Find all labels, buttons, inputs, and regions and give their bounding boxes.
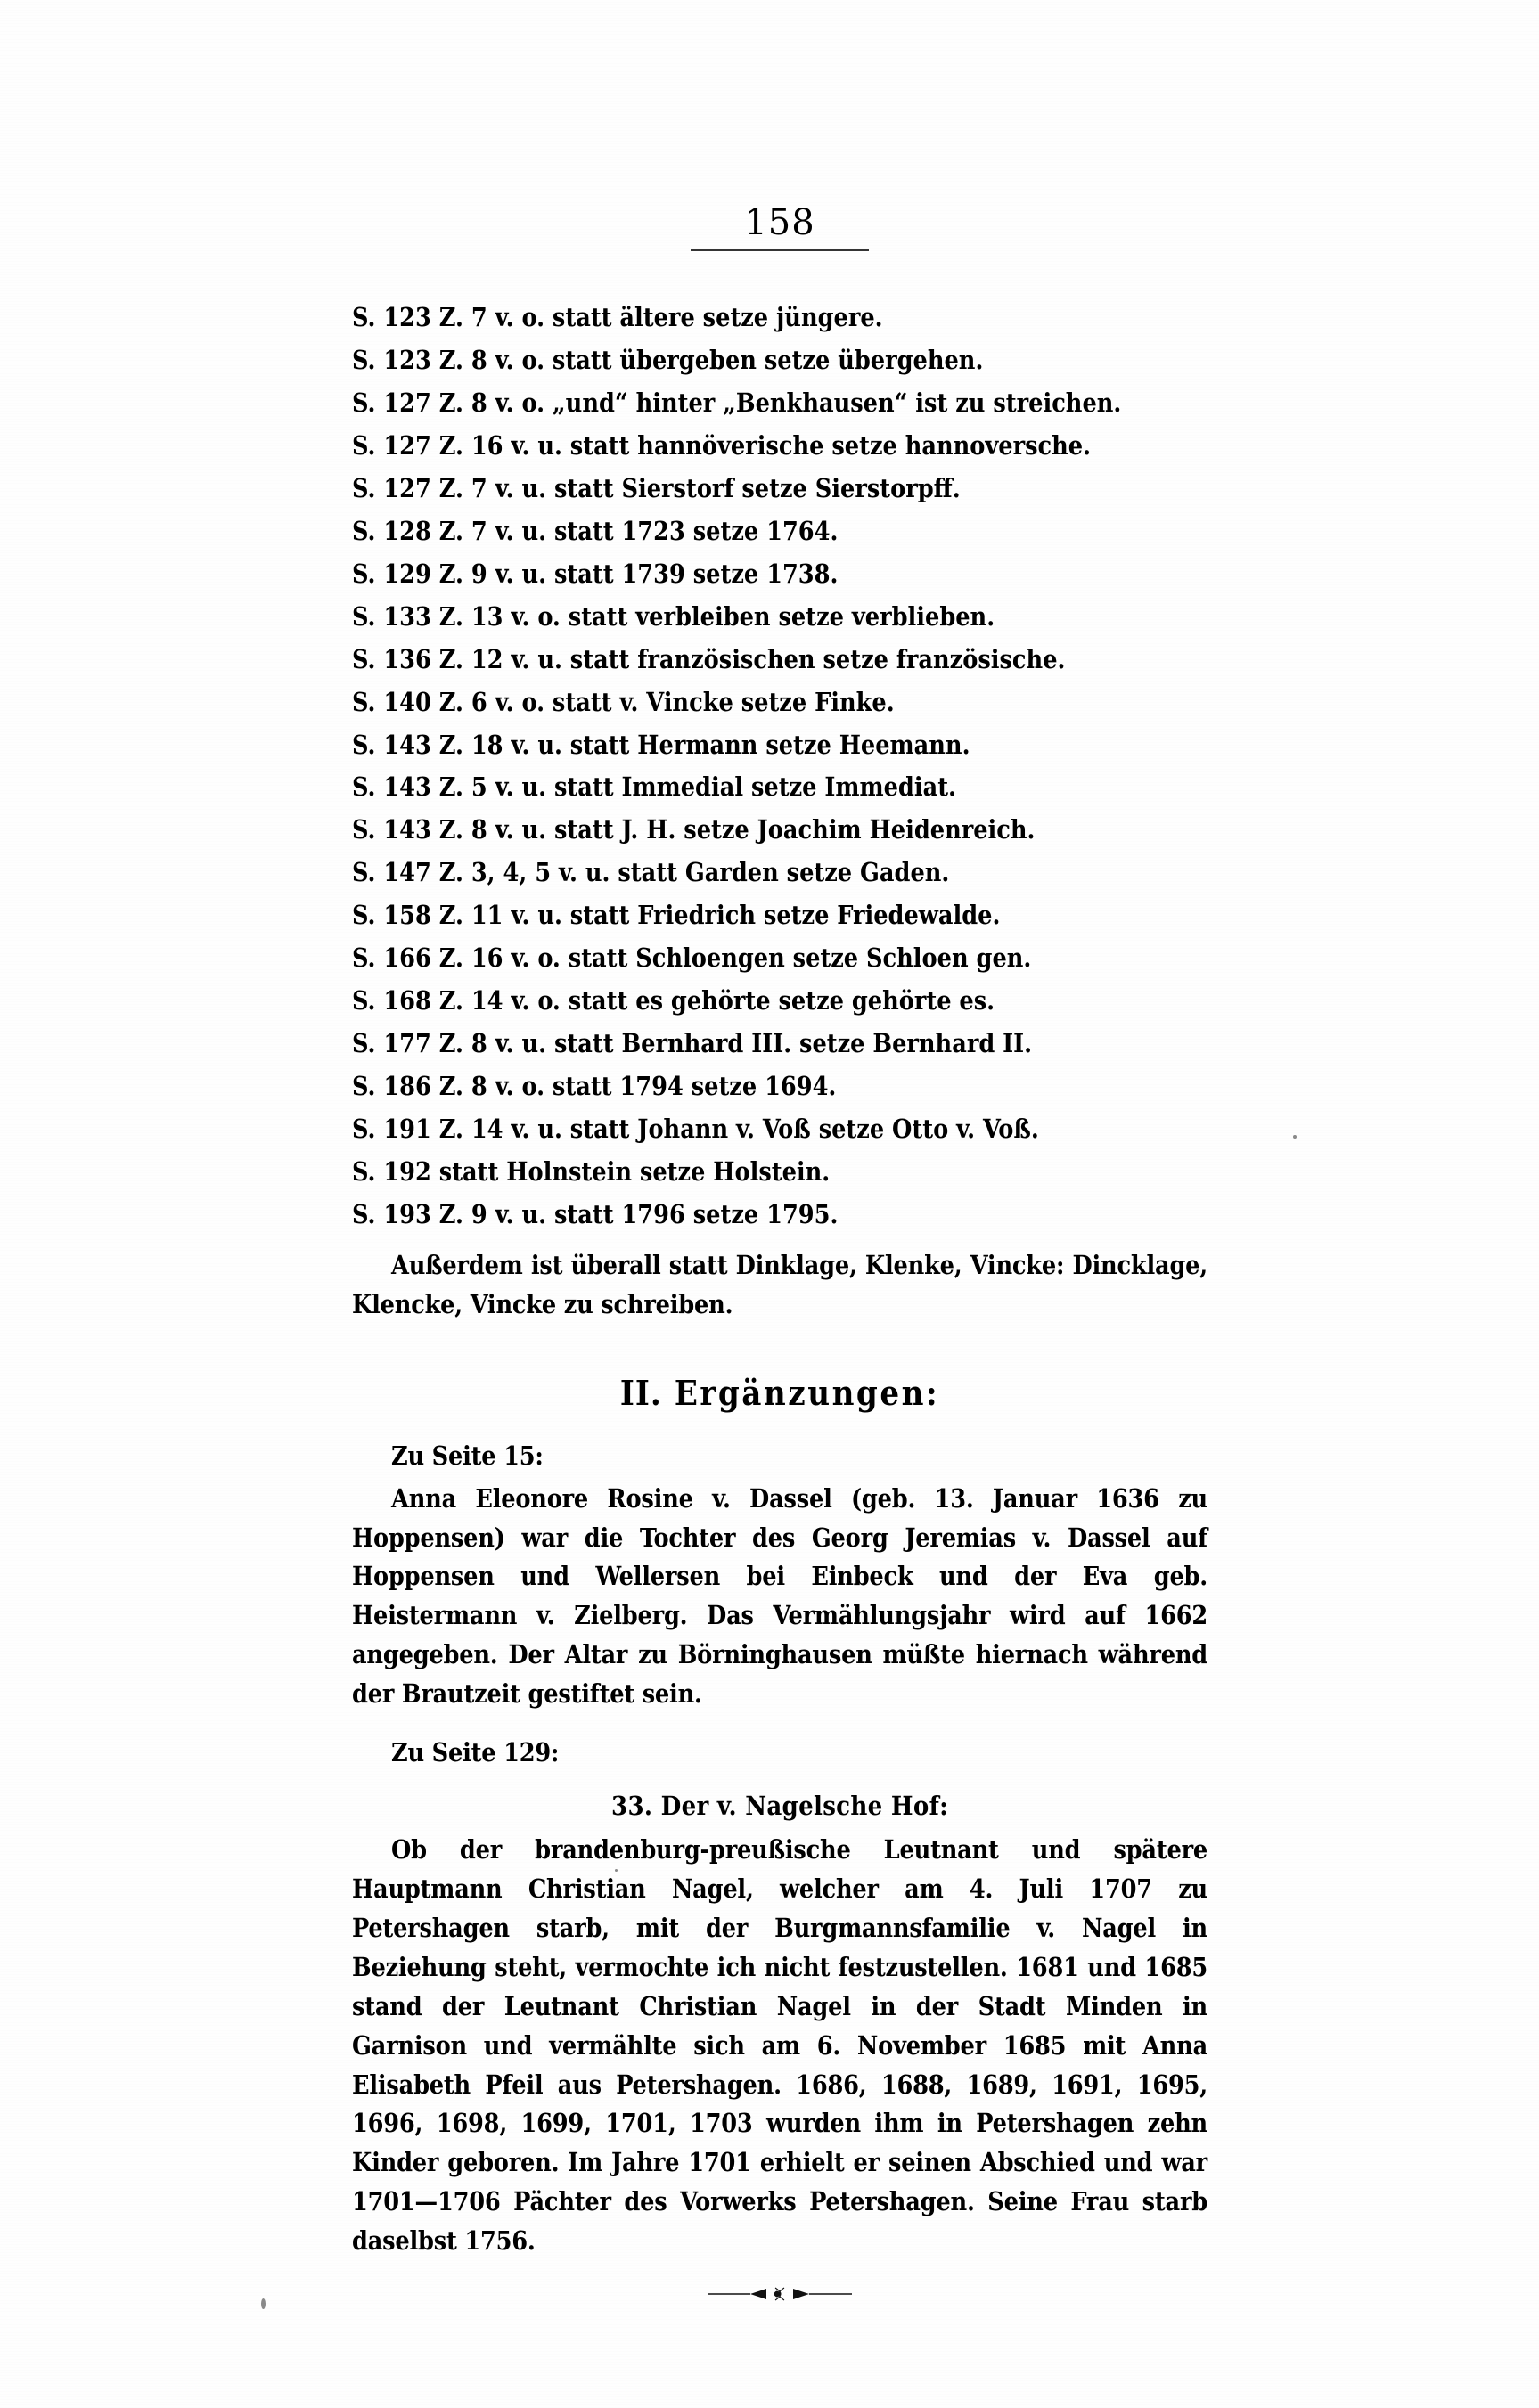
errata-item: S. 147 Z. 3, 4, 5 v. u. statt Garden setze Gaden. — [352, 857, 950, 888]
errata-item: S. 192 statt Holnstein setze Holstein. — [352, 1156, 831, 1188]
errata-item: S. 158 Z. 11 v. u. statt Friedrich setze Friedewalde. — [352, 900, 1001, 931]
errata-item: S. 193 Z. 9 v. u. statt 1796 setze 1795. — [352, 1199, 839, 1230]
errata-item: S. 168 Z. 14 v. o. statt es gehörte setze gehörte es. — [352, 985, 995, 1016]
folio-rule — [691, 249, 869, 251]
errata-item: S. 140 Z. 6 v. o. statt v. Vincke setze Finke. — [352, 686, 895, 717]
errata-list — [352, 298, 1207, 1234]
supplement-body: Ob der brandenburg-preußische Leutnant und spätere Hauptmann Christian Nagel, welcher am 4. Juli 1707 zu Petershagen starb, mit der Burgmannsfamilie v. Nagel in Beziehung steht, vermochte ich nicht festzustellen. 1681 und 1685 stand der Leutnant Christian Nagel in der Stadt Minden in Garnison und vermählte sich am 6. November 1685 mit Anna Elisabeth Pfeil aus Petershagen. 1686, 1688, 1689, 1691, 1695, 1696, 1698, 1699, 1701, 1703 wurden ihm in Petershagen zehn Kinder geboren. Im Jahre 1701 erhielt er seinen Abschied und war 1701—1706 Pächter des Vorwerks Petershagen. Seine Frau starb daselbst 1756. — [352, 1834, 1207, 2257]
errata-closing-note: Außerdem ist überall statt Dinklage, Klenke, Vincke: Dincklage, Klencke, Vincke zu schreiben. — [352, 1250, 1207, 1320]
errata-item: S. 143 Z. 5 v. u. statt Immedial setze Immediat. — [352, 771, 956, 803]
page-number: 158 — [744, 202, 815, 243]
errata-item: S. 143 Z. 8 v. u. statt J. H. setze Joachim Heidenreich. — [352, 814, 1036, 845]
page-content — [352, 202, 1207, 2307]
errata-item: S. 127 Z. 8 v. o. „und“ hinter „Benkhausen“ ist zu streichen. — [352, 387, 1122, 418]
scan-speck — [1293, 1135, 1297, 1139]
errata-item: S. 166 Z. 16 v. o. statt Schloengen setze Schloen gen. — [352, 943, 1032, 974]
errata-item: S. 186 Z. 8 v. o. statt 1794 setze 1694. — [352, 1071, 837, 1102]
section-heading — [352, 1373, 1207, 1414]
errata-item: S. 177 Z. 8 v. u. statt Bernhard III. setze Bernhard II. — [352, 1028, 1033, 1059]
errata-item: S. 191 Z. 14 v. u. statt Johann v. Voß setze Otto v. Voß. — [352, 1114, 1039, 1145]
scan-speck — [261, 2298, 266, 2309]
supplement-heading: 33. Der v. Nagelsche Hof: — [610, 1790, 949, 1821]
errata-item: S. 129 Z. 9 v. u. statt 1739 setze 1738. — [352, 558, 839, 589]
section-numeral: II. — [619, 1373, 662, 1414]
errata-item: S. 136 Z. 12 v. u. statt französischen setze französische. — [352, 643, 1066, 674]
errata-item: S. 123 Z. 8 v. o. statt übergeben setze übergehen. — [352, 344, 984, 375]
errata-item: S. 127 Z. 16 v. u. statt hannöverische setze hannoversche. — [352, 429, 1092, 461]
errata-item: S. 127 Z. 7 v. u. statt Sierstorf setze Sierstorpff. — [352, 472, 961, 503]
errata-item: S. 123 Z. 7 v. o. statt ältere setze jüngere. — [352, 302, 883, 332]
fleuron-divider-icon — [352, 2284, 1207, 2307]
scan-speck — [615, 1869, 618, 1872]
section-title: Ergänzungen: — [674, 1373, 940, 1414]
spacer — [352, 1714, 1207, 1734]
errata-item: S. 133 Z. 13 v. o. statt verbleiben setze verblieben. — [352, 600, 995, 632]
errata-item: S. 143 Z. 18 v. u. statt Hermann setze Heemann. — [352, 729, 970, 760]
supplement-reference: Zu Seite 15: — [391, 1440, 544, 1471]
errata-item: S. 128 Z. 7 v. u. statt 1723 setze 1764. — [352, 515, 839, 546]
supplement-reference: Zu Seite 129: — [391, 1736, 560, 1767]
folio-block — [352, 202, 1207, 251]
supplement-body: Anna Eleonore Rosine v. Dassel (geb. 13. Januar 1636 zu Hoppensen) war die Tochter des Georg Jeremias v. Dassel auf Hoppensen und Wellersen bei Einbeck und der Eva geb. Heistermann v. Zielberg. Das Vermählungsjahr wird auf 1662 angegeben. Der Altar zu Börninghausen müßte hiernach während der Brautzeit gestiftet sein. — [352, 1482, 1207, 1710]
